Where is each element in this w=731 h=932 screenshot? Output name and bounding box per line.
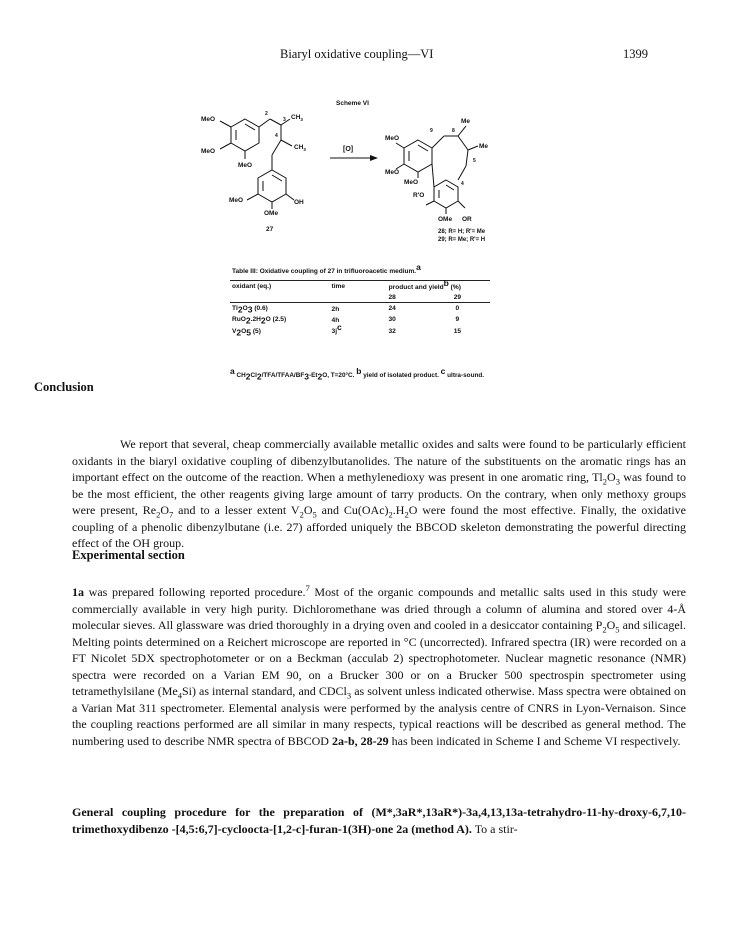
position-label: 2 [265,111,268,117]
substituent-label: Me [479,143,489,150]
table-cell: $RuO_2.2H_2O$ (2.5) [232,315,287,326]
reaction-arrow-label: [O] [343,146,354,153]
methyl-label: $CH_3$ [291,114,303,122]
position-label: 9 [430,128,433,134]
table-cell: 0 [455,305,460,313]
oxidation-table [230,277,490,337]
substituent-label: Me [461,118,471,125]
compound-28-29-structure [396,126,478,214]
substituent-label: MeO [201,148,216,155]
position-label: 5 [473,158,476,164]
table-cell: 24 [388,305,396,313]
table-cell: $V_2O_5$ (5) [232,326,261,337]
table-cell: $Tl_2O_3$ (0.6) [232,304,268,315]
page-number: 1399 [623,47,648,61]
position-label: 3 [283,117,286,123]
table-cell: 9 [455,316,460,324]
substituent-label: OMe [264,210,279,217]
table-subheader-row [230,292,490,303]
experimental-paragraph: 1a was prepared following reported procedure.$^7$ Most of the organic compounds and metallic salts used in this study were commercially available in very high purity. Dichloromethane was dried through a column of alumina and stored over 4-Å molecular sieves. All glassware was dried thoroughly in a drying oven and cooled in a desiccator containing $P_2O_5$ and silicagel. Melting points determined on a Reichert microscope are reported in °C (uncorrected). Infrared spectra (IR) were recorded on a FT Nicolet 5DX spectrophotometer or on a Beckman (acculab 2) spectrophotometer. Nuclear magnetic resonance (NMR) spectra were recorded on a Varian EM 90, on a Brucker 300 or on a Brucker 500 spectrospin spectrometer using tetramethylsilane $(Me_4Si)$ as internal standard, and CDCl$_3$ as solvent unless indicated otherwise. Mass spectra were obtained on a Varian Mat 311 spectrometer. Elemental analysis were performed by the analysis centre of CNRS in Lyon-Vernaison. Since the coupling reactions performed are all similar in many respects, typical reactions will be described as general method. The numbering used to describe NMR spectra of BBCOD 2a-b, 28-29 has been indicated in Scheme I and Scheme VI respectively. [72,583,687,748]
table-row [230,303,490,314]
table-header-row [230,281,490,292]
general-procedure-paragraph: General coupling procedure for the preparation of (M*,3aR*,13aR*)-3a,4,13,13a-tetrahydro-11-hy-droxy-6,7,10-trimethoxydibenzo -[4,5:6,7]-cycloocta-[1,2-c]-furan-1(3H)-one 2a (method A). To a stir- [72,805,686,836]
substituent-label: MeO [201,116,216,123]
position-label: 4 [275,133,278,139]
compound-27-structure [220,119,294,209]
column-header: oxidant (eq.) [232,283,272,291]
experimental-heading: Experimental section [72,548,185,562]
table-cell: 15 [453,327,462,335]
scheme-title: Scheme VI [336,100,369,107]
methyl-label: $CH_3$ [294,144,306,152]
scheme-vi-figure [0,88,731,258]
substituent-label: MeO [229,197,244,204]
position-label: 8 [452,128,455,134]
substituent-label: MeO [404,179,419,186]
table-cell: $3j^c$ [331,322,342,336]
position-label: 4 [461,181,464,187]
substituent-label: OH [294,199,304,206]
substituent-label: MeO [238,162,253,169]
conclusion-heading: Conclusion [34,380,94,394]
table-row [230,314,490,325]
substituent-label: R'O [413,192,425,199]
substituent-label: OMe [438,216,453,223]
column-header: product and yield$^b$ (%) [388,277,461,291]
table-row [230,326,490,337]
compound-label: 29; R= Me; R'= H [438,237,486,243]
compound-label: 28; R= H; R'= Me [438,229,486,235]
substituent-label: OR [462,216,472,223]
running-title: Biaryl oxidative coupling—VI [280,47,434,61]
substituent-label: MeO [385,135,400,142]
table-caption: Table III: Oxidative coupling of 27 in trifluoroacetic medium.$^a$ [232,262,421,276]
table-cell: 30 [388,316,396,324]
table-cell: 32 [388,327,396,335]
column-header: time [331,283,346,291]
column-subheader: 28 [388,293,396,301]
table-cell: 2h [331,305,340,313]
table-footnote: $^a$ $CH_2Cl_2/TFA/TFAA/BF_3-Et_2O$, T=20°C. $^b$ yield of isolated product. $^c$ ultra-sound. [230,366,485,382]
compound-number: 27 [266,226,274,233]
reaction-arrow [330,155,378,161]
conclusion-paragraph: We report that several, cheap commercially available metallic oxides and salts were found to be particularly efficient oxidants in the biaryl oxidative coupling of dibenzylbutanolides. The nature of the substituents on the aromatic rings has an important effect on the outcome of the reaction. When a methylenedioxy was present in one aromatic ring, $Tl_2O_3$ was found to be the most efficient, the other reagents giving large amount of tarry products. On the contrary, when only methoxy groups were present, $Re_2O_7$ and to a lesser extent $V_2O_5$ and $Cu(OAc)_2.H_2O$ were found the most effective. Finally, the oxidative coupling of a phenolic dibenzylbutane (i.e. 27) afforded uniquely the BBCOD skeleton demonstrating the powerful directing effect of the OH group. [72,437,687,550]
substituent-label: MeO [385,169,400,176]
table-cell: 4h [331,317,340,325]
column-subheader: 29 [453,293,462,301]
